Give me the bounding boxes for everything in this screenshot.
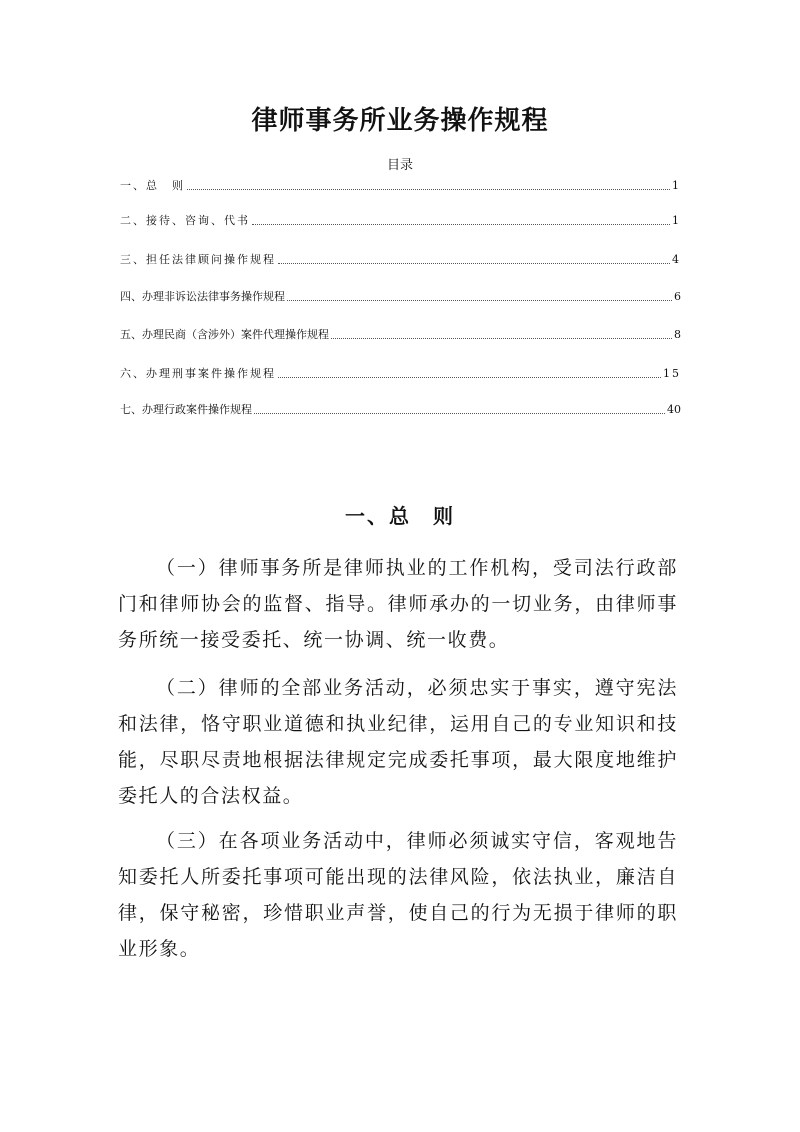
toc-leader-dots xyxy=(254,412,665,414)
toc-heading: 目录 xyxy=(386,158,413,173)
toc-entry-page: 1 xyxy=(672,179,681,192)
toc-entry-label: 三、担任法律顾问操作规程 xyxy=(120,253,276,266)
toc-entry-page: 6 xyxy=(674,290,681,303)
body-paragraph: （二）律师的全部业务活动，必须忠实于事实，遵守宪法和法律，恪守职业道德和执业纪律，运用自己的专业知识和技能，尽职尽责地根据法律规定完成委托事项，最大限度地维护委托人的合法权益。 xyxy=(118,677,678,807)
section-heading: 一、总 则 xyxy=(345,504,455,528)
toc-entry-label: 四、办理非诉讼法律事务操作规程 xyxy=(120,290,285,303)
toc-leader-dots xyxy=(287,299,672,301)
toc-entry[interactable] xyxy=(120,402,681,418)
toc-entry-page: 1 xyxy=(672,214,681,227)
toc-leader-dots xyxy=(278,376,661,378)
document-title: 律师事务所业务操作规程 xyxy=(251,106,549,136)
toc-entry[interactable] xyxy=(120,178,681,194)
toc-entry-label: 一、总 则 xyxy=(120,179,185,192)
toc-entry[interactable] xyxy=(120,366,681,382)
toc-leader-dots xyxy=(252,223,670,225)
toc-leader-dots xyxy=(278,262,670,264)
toc-entry[interactable] xyxy=(120,213,681,229)
toc-entry-page: 8 xyxy=(674,328,681,341)
body-paragraph: （一）律师事务所是律师执业的工作机构，受司法行政部门和律师协会的监督、指导。律师承办的一切业务，由律师事务所统一接受委托、统一协调、统一收费。 xyxy=(118,557,678,651)
toc-entry-page: 15 xyxy=(663,367,681,380)
toc-entry-page: 4 xyxy=(672,253,681,266)
toc-entry-label: 五、办理民商（含涉外）案件代理操作规程 xyxy=(120,328,329,341)
toc-entry[interactable] xyxy=(120,327,681,343)
toc-entry[interactable] xyxy=(120,252,681,268)
body-paragraph: （三）在各项业务活动中，律师必须诚实守信，客观地告知委托人所委托事项可能出现的法律风险，依法执业，廉洁自律，保守秘密，珍惜职业声誉，使自己的行为无损于律师的职业形象。 xyxy=(118,830,678,960)
toc-leader-dots xyxy=(187,188,670,190)
toc-entry-label: 七、办理行政案件操作规程 xyxy=(120,403,252,416)
toc-entry-label: 二、接待、咨询、代书 xyxy=(120,214,250,227)
toc-entry[interactable] xyxy=(120,289,681,305)
toc-leader-dots xyxy=(331,337,672,339)
toc-entry-page: 40 xyxy=(667,403,681,416)
toc-entry-label: 六、办理刑事案件操作规程 xyxy=(120,367,276,380)
